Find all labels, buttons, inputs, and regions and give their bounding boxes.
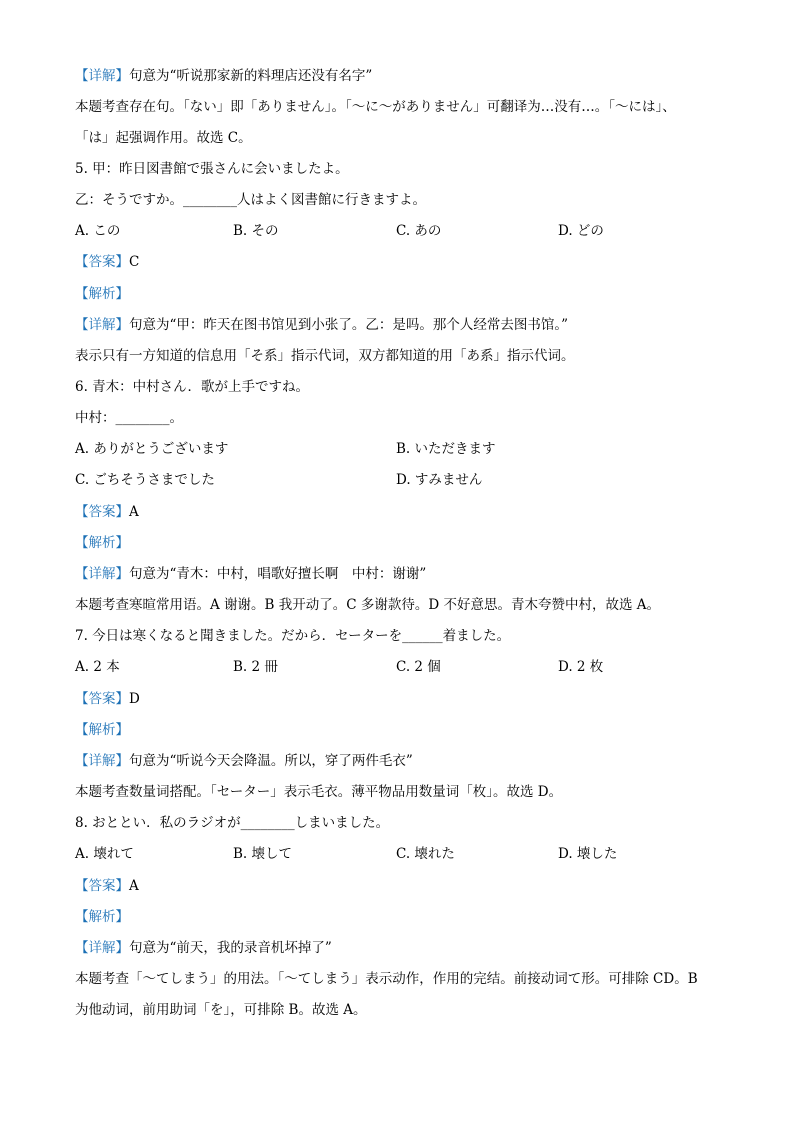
analysis-tag: 【解析】 — [75, 286, 129, 302]
question-7-stem: 7. 今日は寒くなると聞きました。だから．セーターを______着ました。 — [75, 628, 511, 644]
q6-option-d: D. すみません — [396, 472, 483, 488]
analysis-text: 本题考查「～てしまう」的用法。「～てしまう」表示动作，作用的完结。前接动词て形。可排除 CD。B — [75, 971, 698, 987]
answer-value: A — [129, 504, 139, 520]
answer-tag: 【答案】 — [75, 504, 129, 520]
detail-tag: 【详解】 — [75, 566, 129, 582]
answer-line — [75, 876, 139, 896]
answer-value: A — [129, 878, 139, 894]
answer-value: C — [129, 254, 140, 270]
analysis-text: 本题考查数量词搭配。「セーター」表示毛衣。薄平物品用数量词「枚」。故选 D。 — [75, 784, 563, 800]
explanation-line — [75, 66, 372, 86]
answer-tag: 【答案】 — [75, 691, 129, 707]
q7-option-c: C. 2 個 — [396, 659, 441, 675]
detail-tag: 【详解】 — [75, 68, 129, 84]
q6-option-b: B. いただきます — [396, 441, 496, 457]
q5-option-a: A. この — [75, 223, 121, 239]
q8-option-c: C. 壊れた — [396, 846, 455, 862]
explanation-line — [75, 751, 413, 771]
analysis-text: 本题考查寒暄常用语。A 谢谢。B 我开动了。C 多谢款待。D 不好意思。青木夸赞中村，故选 A。 — [75, 597, 661, 613]
analysis-text: 本题考查存在句。「ない」即「ありません」。「～に～がありません」可翻译为…没有…。「～には」、 — [75, 99, 676, 115]
q5-option-b: B. その — [233, 223, 279, 239]
answer-tag: 【答案】 — [75, 254, 129, 270]
detail-tag: 【详解】 — [75, 317, 129, 333]
question-8-stem: 8. おととい．私のラジオが________しまいました。 — [75, 815, 390, 831]
detail-text: 句意为“听说今天会降温。所以，穿了两件毛衣” — [129, 753, 413, 769]
answer-line — [75, 502, 139, 522]
question-5-line2: 乙：そうですか。________人はよく図書館に行きますよ。 — [75, 192, 426, 208]
answer-value: D — [129, 691, 140, 707]
question-5-stem: 5. 甲：昨日図書館で張さんに会いましたよ。 — [75, 161, 349, 177]
question-6-stem: 6. 青木：中村さん．歌が上手ですね。 — [75, 379, 309, 395]
q8-option-d: D. 壊した — [558, 846, 618, 862]
explanation-line — [75, 315, 568, 335]
analysis-tag: 【解析】 — [75, 722, 129, 738]
q8-option-a: A. 壊れて — [75, 846, 134, 862]
detail-text: 句意为“甲：昨天在图书馆见到小张了。乙：是吗。那个人经常去图书馆。” — [129, 317, 569, 333]
detail-text: 句意为“青木：中村，唱歌好擅长啊 中村：谢谢” — [129, 566, 427, 582]
q6-option-c: C. ごちそうさまでした — [75, 472, 215, 488]
q8-option-b: B. 壊して — [233, 846, 293, 862]
q7-option-b: B. 2 冊 — [233, 659, 278, 675]
answer-line — [75, 689, 140, 709]
explanation-line — [75, 564, 426, 584]
detail-text: 句意为“前天，我的录音机坏掉了” — [129, 940, 332, 956]
analysis-text: 「は」起强调作用。故选 C。 — [75, 130, 252, 146]
q5-option-d: D. どの — [558, 223, 604, 239]
detail-text: 句意为“听说那家新的料理店还没有名字” — [129, 68, 373, 84]
q7-option-d: D. 2 枚 — [558, 659, 604, 675]
q7-option-a: A. 2 本 — [75, 659, 120, 675]
analysis-text: 表示只有一方知道的信息用「そ系」指示代词，双方都知道的用「あ系」指示代词。 — [75, 348, 575, 364]
q6-option-a: A. ありがとうございます — [75, 441, 229, 457]
detail-tag: 【详解】 — [75, 753, 129, 769]
detail-tag: 【详解】 — [75, 940, 129, 956]
analysis-tag: 【解析】 — [75, 909, 129, 925]
answer-line — [75, 252, 139, 272]
question-6-line2: 中村：________。 — [75, 410, 183, 426]
answer-tag: 【答案】 — [75, 878, 129, 894]
analysis-text: 为他动词，前用助词「を」，可排除 B。故选 A。 — [75, 1002, 367, 1018]
explanation-line — [75, 938, 332, 958]
q5-option-c: C. あの — [396, 223, 442, 239]
analysis-tag: 【解析】 — [75, 535, 129, 551]
